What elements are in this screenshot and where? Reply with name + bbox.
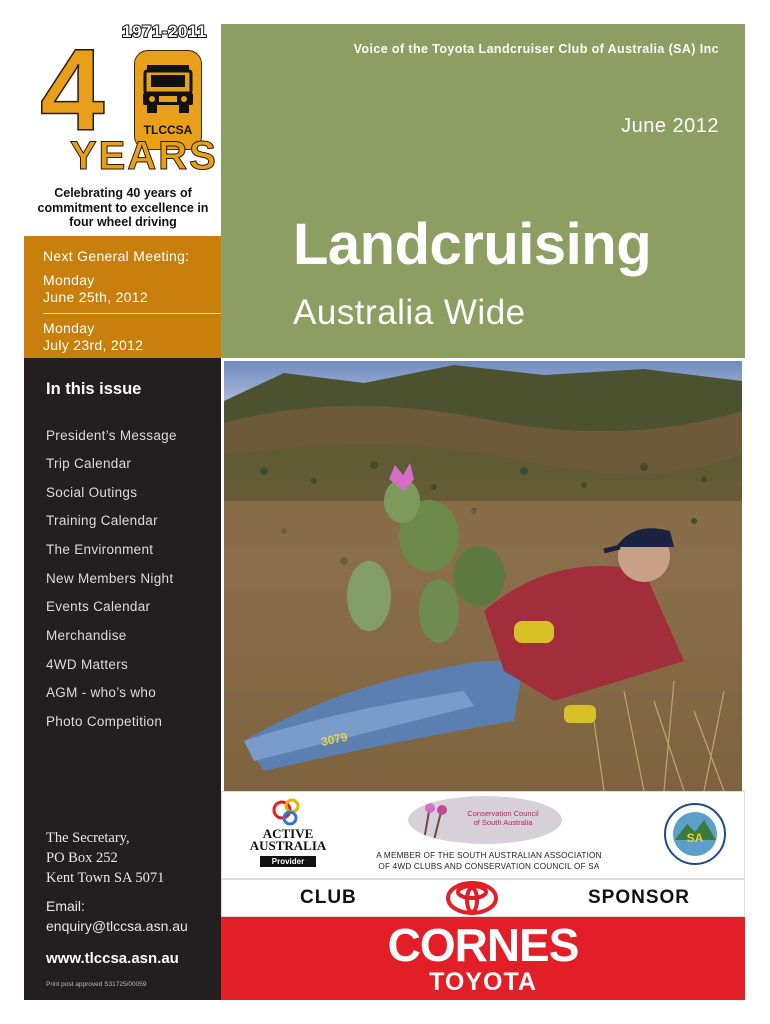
club-label: CLUB <box>300 887 357 908</box>
conservation-line2: of South Australia <box>473 818 533 827</box>
conservation-council-logo <box>408 796 562 844</box>
brand-name: TOYOTA <box>429 968 537 996</box>
club-voice: Voice of the Toyota Landcruiser Club of Australia (SA) Inc <box>353 42 719 56</box>
sidebar <box>24 358 221 1000</box>
toc-item-events-calendar[interactable]: Events Calendar <box>46 599 151 614</box>
plate-number: 3079 <box>319 729 349 749</box>
big-four-digit: 4 <box>40 25 105 155</box>
badge-label: TLCCSA <box>143 123 193 137</box>
conservation-line1: Conservation Council <box>467 809 539 818</box>
toc-item-merchandise[interactable]: Merchandise <box>46 628 127 643</box>
address-line: PO Box 252 <box>46 850 118 866</box>
provider-label: Provider <box>260 856 316 867</box>
toc-heading: In this issue <box>46 380 142 398</box>
toc-item-4wd-matters[interactable]: 4WD Matters <box>46 657 129 672</box>
years-range: 1971-2011 <box>122 22 207 41</box>
masthead <box>221 24 745 358</box>
member-line: A MEMBER OF THE SOUTH AUSTRALIAN ASSOCIATION <box>376 851 602 860</box>
member-line: OF 4WD CLUBS AND CONSERVATION COUNCIL OF SA <box>378 862 600 871</box>
meeting-day: Monday <box>43 320 95 336</box>
4wd-association-logo <box>660 802 730 866</box>
email-link[interactable]: enquiry@tlccsa.asn.au <box>46 918 188 934</box>
print-post-notice: Print post approved S31725/00059 <box>46 981 147 988</box>
toc-item-social-outings[interactable]: Social Outings <box>46 485 138 500</box>
years-word: YEARS <box>70 134 218 178</box>
active-australia-icon <box>268 798 308 828</box>
sponsor-bar <box>221 879 745 917</box>
meeting-day: Monday <box>43 272 95 288</box>
toc-item-new-members-night[interactable]: New Members Night <box>46 571 174 586</box>
toc-item-training-calendar[interactable]: Training Calendar <box>46 513 158 528</box>
toyota-emblem-icon <box>446 881 498 915</box>
active-australia-line1: ACTIVE <box>262 826 314 841</box>
dealer-name: CORNES <box>387 919 579 971</box>
anniversary-logo <box>34 18 224 183</box>
meeting-date-1 <box>43 272 148 305</box>
sponsor-banner[interactable] <box>221 917 745 1000</box>
landcruiser-icon <box>141 59 195 119</box>
meeting-date: July 23rd, 2012 <box>43 336 144 353</box>
svg-text:SA: SA <box>686 831 704 845</box>
toc-item-agm[interactable]: AGM - who’s who <box>46 685 157 700</box>
meeting-divider <box>43 313 221 314</box>
address-line: The Secretary, <box>46 830 130 846</box>
meeting-box <box>24 236 221 358</box>
email-label: Email: <box>46 898 85 914</box>
logos-strip <box>221 791 745 879</box>
magazine-subtitle: Australia Wide <box>293 293 526 332</box>
cover-photo <box>224 361 742 791</box>
address-line: Kent Town SA 5071 <box>46 870 165 886</box>
postal-address <box>46 828 164 888</box>
sponsor-label: SPONSOR <box>587 887 690 908</box>
website-link[interactable]: www.tlccsa.asn.au <box>46 950 179 967</box>
meeting-title: Next General Meeting: <box>43 248 190 264</box>
toc-item-presidents-message[interactable]: President’s Message <box>46 428 177 443</box>
tagline: Celebrating 40 years of commitment to excellence in four wheel driving <box>37 186 209 229</box>
active-australia-logo <box>248 798 328 867</box>
magazine-title: Landcruising <box>293 212 652 277</box>
toc-item-trip-calendar[interactable]: Trip Calendar <box>46 456 132 471</box>
active-australia-line2: AUSTRALIA <box>249 838 327 853</box>
toc-item-environment[interactable]: The Environment <box>46 542 154 557</box>
meeting-date: June 25th, 2012 <box>43 288 148 305</box>
toc-item-photo-competition[interactable]: Photo Competition <box>46 714 163 729</box>
issue-date: June 2012 <box>621 115 719 137</box>
meeting-date-2 <box>43 320 143 353</box>
member-statement <box>364 850 614 872</box>
